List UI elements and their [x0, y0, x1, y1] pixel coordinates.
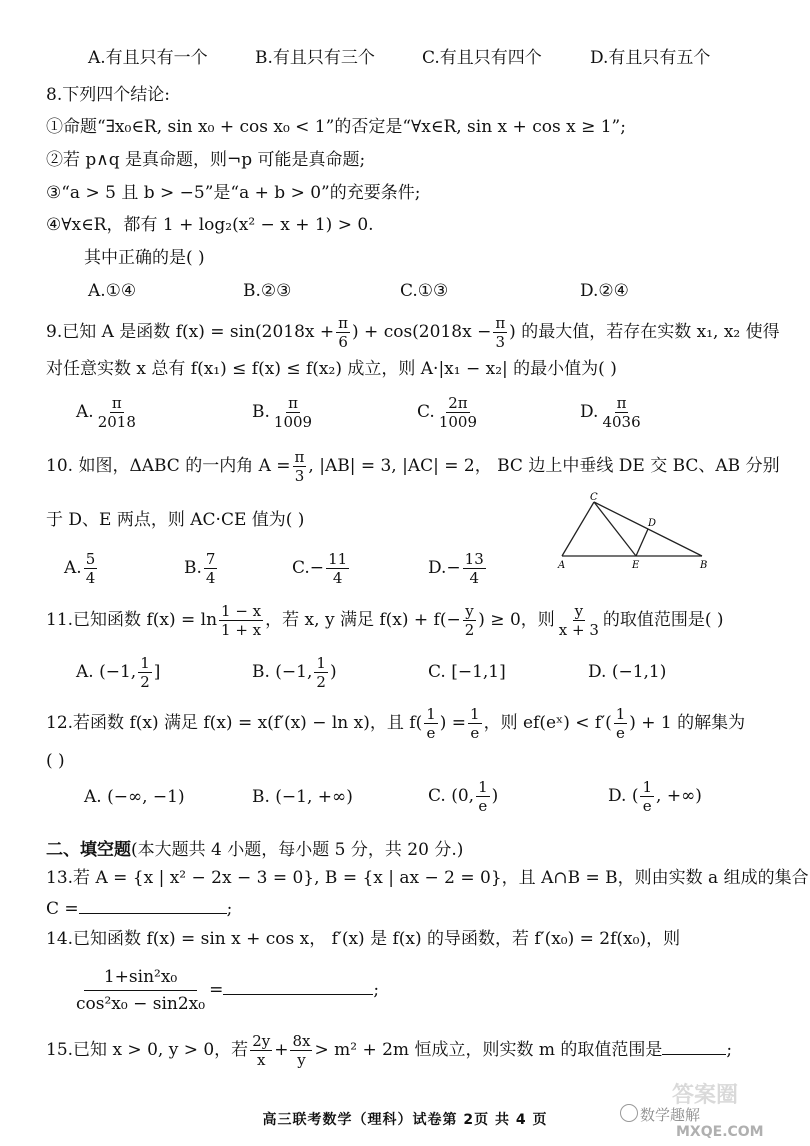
q8-option-a: A.①④ [88, 281, 137, 301]
q14-fraction-den: cos²x₀ − sin2x₀ [76, 994, 206, 1014]
q9-option-d-den: 4036 [602, 413, 641, 431]
q10-text-2: , |AB| = 3, |AC| = 2， BC 边上中垂线 DE 交 BC、AB 分别 [308, 456, 780, 476]
q11-option-b-pre: B. (−1, [252, 662, 313, 682]
q9-option-a-fraction [96, 394, 138, 431]
q11-option-a-pre: A. (−1, [76, 662, 137, 682]
q14-line-2 [72, 962, 379, 1018]
label-d: D [648, 518, 657, 529]
q12-option-c-post: ) [491, 786, 499, 806]
q11-option-b [252, 652, 337, 692]
q9-option-d-num: π [616, 394, 627, 412]
q9-option-d-fraction [600, 394, 642, 431]
q9-fraction-2-num: π [495, 314, 506, 332]
q13-line-2 [46, 897, 232, 921]
triangle-figure [552, 490, 722, 575]
q9-text-2: ) + cos(2018x − [352, 322, 492, 342]
section-2-description: (本大题共 4 小题，每小题 5 分，共 20 分.) [131, 840, 464, 860]
q12-option-c-den: e [478, 797, 488, 815]
q11-option-a [76, 652, 160, 692]
q11-fraction-3-den: x + 3 [558, 621, 599, 639]
q11-option-b-post: ) [329, 662, 337, 682]
q9-option-c-fraction [437, 394, 479, 431]
q9-text-3: ) 的最大值，若存在实数 x₁, x₂ 使得 [509, 322, 780, 342]
q11-fraction-2-den: 2 [464, 621, 475, 639]
q8-stem: 8.下列四个结论: [46, 85, 170, 105]
q11-fraction-1-den: 1 + x [221, 621, 262, 639]
q12-option-d [608, 776, 702, 816]
q10-option-a-num: 5 [85, 550, 96, 568]
q9-fraction-2 [493, 314, 507, 351]
q9-text-1: 9.已知 A 是函数 f(x) = sin(2018x + [46, 322, 335, 342]
q12-option-d-num: 1 [642, 778, 653, 796]
q10-line-1 [46, 446, 780, 486]
q9-option-a-label: A. [76, 402, 94, 422]
q8-option-d: D.②④ [580, 281, 629, 301]
q10-option-d-den: 4 [469, 569, 479, 587]
q12-fraction-2-den: e [470, 724, 480, 742]
q12-option-c [428, 776, 498, 816]
q8-statement-3: ③“a > 5 且 b > −5”是“a + b > 0”的充要条件; [46, 183, 421, 203]
q14-answer-suffix: ; [373, 980, 380, 1000]
q11-line-1 [46, 598, 724, 642]
q10-option-a-fraction [84, 550, 98, 587]
q12-text-4: ) + 1 的解集为 [629, 713, 746, 733]
label-e: E [632, 560, 640, 571]
q8-statement-4: ④∀x∈R，都有 1 + log₂(x² − x + 1) > 0. [46, 215, 374, 235]
q13-answer-suffix: ; [226, 899, 233, 919]
q11-fraction-3-num: y [574, 602, 584, 620]
q15-answer-blank[interactable] [662, 1038, 726, 1055]
q9-fraction-1-den: 6 [338, 333, 348, 351]
q10-option-b-label: B. [184, 558, 202, 578]
q12-fraction-2 [468, 705, 482, 742]
q10-option-c [292, 548, 351, 588]
q12-option-a: A. (−∞, −1) [84, 787, 185, 807]
q14-answer-blank[interactable] [223, 978, 373, 995]
q11-text-2: ，若 x, y 满足 f(x) + f(− [265, 610, 461, 630]
q12-fraction-1 [424, 705, 438, 742]
q13-answer-blank[interactable] [79, 897, 227, 914]
q10-option-d-num: 13 [464, 550, 484, 568]
q9-option-c [417, 392, 481, 432]
q9-option-b-fraction [272, 394, 314, 431]
q10-option-b [184, 548, 219, 588]
q11-text-1: 11.已知函数 f(x) = ln [46, 610, 218, 630]
q15-fraction-1-den: x [256, 1051, 266, 1069]
q9-line-1 [46, 312, 780, 352]
q9-line-2: 对任意实数 x 总有 f(x₁) ≤ f(x) ≤ f(x₂) 成立，则 A·|x₁ − x₂| 的最小值为( ) [46, 359, 617, 379]
q10-option-a-label: A. [64, 558, 82, 578]
q15-fraction-2 [290, 1032, 312, 1069]
q8-question: 其中正确的是( ) [84, 248, 205, 268]
q11-option-b-den: 2 [316, 673, 326, 691]
q9-option-b-num: π [288, 394, 298, 412]
q10-option-d-fraction [463, 550, 486, 587]
q8-option-c: C.①③ [400, 281, 449, 301]
q7-option-c: C.有且只有四个 [422, 48, 542, 68]
q10-option-a [64, 548, 99, 588]
watermark-bottom: MXQE.COM [676, 1124, 764, 1140]
q15-answer-suffix: ; [726, 1040, 733, 1060]
q10-line-2: 于 D、E 两点，则 AC·CE 值为( ) [46, 510, 305, 530]
q14-line-1: 14.已知函数 f(x) = sin x + cos x， f′(x) 是 f(x) 的导函数，若 f′(x₀) = 2f(x₀)，则 [46, 929, 681, 949]
q12-text-2: ) = [439, 713, 467, 733]
q10-text-1: 10. 如图，ΔABC 的一内角 A = [46, 456, 291, 476]
q11-fraction-2-num: y [465, 602, 474, 620]
q11-option-c: C. [−1,1] [428, 662, 506, 682]
q12-fraction-3-den: e [616, 724, 625, 742]
q12-option-c-pre: C. (0, [428, 786, 475, 806]
q9-option-d [580, 392, 645, 432]
q12-text-3: ，则 ef(eˣ) < f′( [483, 713, 612, 733]
q12-fraction-3 [614, 705, 628, 742]
q11-fraction-3 [557, 602, 601, 639]
q7-option-a: A.有且只有一个 [88, 48, 208, 68]
q11-fraction-1 [219, 602, 263, 639]
q9-option-d-label: D. [580, 402, 599, 422]
q10-option-c-fraction [326, 550, 349, 587]
segment-de [636, 529, 648, 556]
q9-option-b [252, 392, 316, 432]
q14-fraction-num: 1+sin²x₀ [84, 964, 197, 991]
q10-option-d [428, 548, 488, 588]
q10-option-d-label: D.− [428, 558, 461, 578]
q12-fraction-3-num: 1 [615, 705, 626, 723]
q12-option-d-post: , +∞) [656, 786, 702, 806]
q11-option-a-den: 2 [140, 673, 150, 691]
q11-option-a-post: ] [153, 662, 161, 682]
q9-option-a-num: π [111, 394, 122, 412]
q8-statement-1: ①命题“∃x₀∈R, sin x₀ + cos x₀ < 1”的否定是“∀x∈R, sin x + cos x ≥ 1”; [46, 117, 626, 137]
q11-option-a-num: 1 [140, 654, 150, 672]
q11-option-a-fraction [138, 654, 152, 691]
q10-option-c-label: C.− [292, 558, 325, 578]
q8-statement-2: ②若 p∧q 是真命题，则¬p 可能是真命题; [46, 150, 366, 170]
q12-line-1 [46, 701, 745, 745]
q12-fraction-1-den: e [426, 724, 436, 742]
q15-plus: + [274, 1040, 289, 1060]
q9-fraction-2-den: 3 [495, 333, 506, 351]
page-footer: 高三联考数学（理科）试卷第 2页 共 4 页 [262, 1112, 548, 1128]
q11-text-4: 的取值范围是( ) [602, 610, 724, 630]
side-ac [562, 502, 594, 556]
q10-fraction-num: π [294, 448, 305, 466]
q15-fraction-1-num: 2y [252, 1032, 271, 1050]
q12-option-b: B. (−1, +∞) [252, 787, 353, 807]
q15-line [46, 1028, 732, 1072]
q9-option-b-den: 1009 [273, 413, 313, 431]
q7-option-b: B.有且只有三个 [255, 48, 375, 68]
q9-option-a-den: 2018 [97, 413, 136, 431]
q15-fraction-2-num: 8x [292, 1032, 311, 1050]
label-b: B [700, 560, 708, 571]
q8-option-b: B.②③ [243, 281, 292, 301]
q15-text-1: 15.已知 x > 0, y > 0，若 [46, 1040, 249, 1060]
q15-fraction-2-den: y [297, 1051, 306, 1069]
q10-option-b-fraction [204, 550, 218, 587]
section-2-title: 二、填空题 [46, 840, 131, 860]
q11-text-3: ) ≥ 0，则 [478, 610, 555, 630]
q10-option-c-num: 11 [328, 550, 348, 568]
q12-option-d-den: e [642, 797, 652, 815]
q11-option-d: D. (−1,1) [588, 662, 667, 682]
q11-option-b-fraction [314, 654, 328, 691]
q11-fraction-2 [463, 602, 477, 639]
q12-line-2: ( ) [46, 751, 65, 771]
q10-fraction-den: 3 [294, 467, 305, 485]
q9-option-c-den: 1009 [438, 413, 477, 431]
q12-text-1: 12.若函数 f(x) 满足 f(x) = x(f′(x) − ln x)，且 f( [46, 713, 423, 733]
q10-option-b-num: 7 [205, 550, 216, 568]
q13-answer-prefix: C = [46, 899, 79, 919]
label-c: C [590, 492, 598, 503]
q10-option-b-den: 4 [205, 569, 216, 587]
watermark-mid: 数学趣解 [640, 1106, 701, 1124]
q12-option-d-fraction [640, 778, 654, 815]
q10-option-a-den: 4 [85, 569, 96, 587]
q12-fraction-1-num: 1 [426, 705, 436, 723]
q12-option-c-num: 1 [478, 778, 488, 796]
q10-fraction [293, 448, 307, 485]
q15-text-2: > m² + 2m 恒成立，则实数 m 的取值范围是 [314, 1040, 663, 1060]
section-2-heading [46, 838, 463, 862]
q14-equals: = [209, 980, 224, 1000]
q13-line-1: 13.若 A = {x | x² − 2x − 3 = 0}, B = {x | ax − 2 = 0}，且 A∩B = B，则由实数 a 组成的集合 [46, 868, 809, 888]
q12-option-c-fraction [476, 778, 490, 815]
q11-option-b-num: 1 [316, 654, 326, 672]
q15-fraction-1 [250, 1032, 272, 1069]
q9-option-c-label: C. [417, 402, 435, 422]
q10-option-c-den: 4 [332, 569, 343, 587]
q9-option-b-label: B. [252, 402, 270, 422]
q7-option-d: D.有且只有五个 [590, 48, 711, 68]
watermark-top: 答案圈 [672, 1083, 739, 1108]
wechat-icon [620, 1104, 638, 1122]
q9-option-a [76, 392, 140, 432]
q11-fraction-1-num: 1 − x [221, 602, 262, 620]
q12-fraction-2-num: 1 [470, 705, 480, 723]
q12-option-d-pre: D. ( [608, 786, 639, 806]
q9-option-c-num: 2π [448, 394, 468, 412]
q14-fraction [74, 964, 207, 1017]
label-a: A [558, 560, 566, 571]
q9-fraction-1-num: π [338, 314, 349, 332]
segment-ce [594, 502, 636, 556]
q9-fraction-1 [336, 314, 350, 351]
